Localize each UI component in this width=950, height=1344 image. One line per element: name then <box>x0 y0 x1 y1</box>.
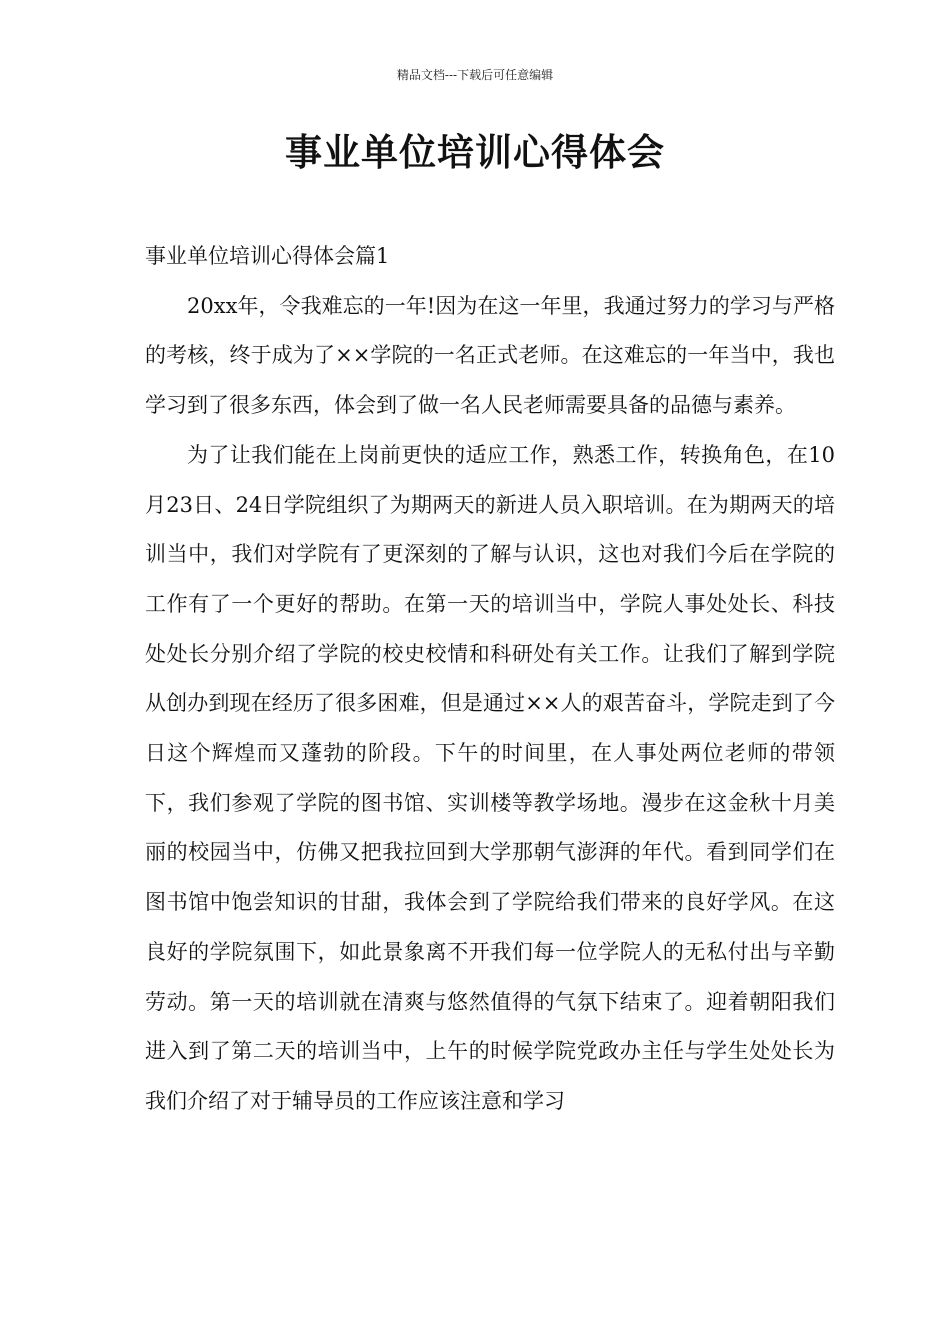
document-body <box>145 232 835 1127</box>
document-title: 事业单位培训心得体会 <box>285 131 665 174</box>
header-note: 精品文档---下载后可任意编辑 <box>396 68 554 82</box>
paragraph-1: 20xx年，令我难忘的一年!因为在这一年里，我通过努力的学习与严格的考核，终于成为了××学院的一名正式老师。在这难忘的一年当中，我也学习到了很多东西，体会到了做一名人民老师需要具备的品德与素养。 <box>145 293 835 418</box>
paragraph-2: 为了让我们能在上岗前更快的适应工作，熟悉工作，转换角色，在10月23日、24日学院组织了为期两天的新进人员入职培训。在为期两天的培训当中，我们对学院有了更深刻的了解与认识，这也对我们今后在学院的工作有了一个更好的帮助。在第一天的培训当中，学院人事处处长、科技处处长分别介绍了学院的校史校情和科研处有关工作。让我们了解到学院从创办到现在经历了很多困难，但是通过××人的艰苦奋斗，学院走到了今日这个辉煌而又蓬勃的阶段。下午的时间里，在人事处两位老师的带领下，我们参观了学院的图书馆、实训楼等教学场地。漫步在这金秋十月美丽的校园当中，仿佛又把我拉回到大学那朝气澎湃的年代。看到同学们在图书馆中饱尝知识的甘甜，我体会到了学院给我们带来的良好学风。在这良好的学院氛围下，如此景象离不开我们每一位学院人的无私付出与辛勤劳动。第一天的培训就在清爽与悠然值得的气氛下结束了。迎着朝阳我们进入到了第二天的培训当中，上午的时候学院党政办主任与学生处处长为我们介绍了对于辅导员的工作应该注意和学习 <box>145 442 835 1113</box>
section-heading: 事业单位培训心得体会篇1 <box>145 244 390 268</box>
